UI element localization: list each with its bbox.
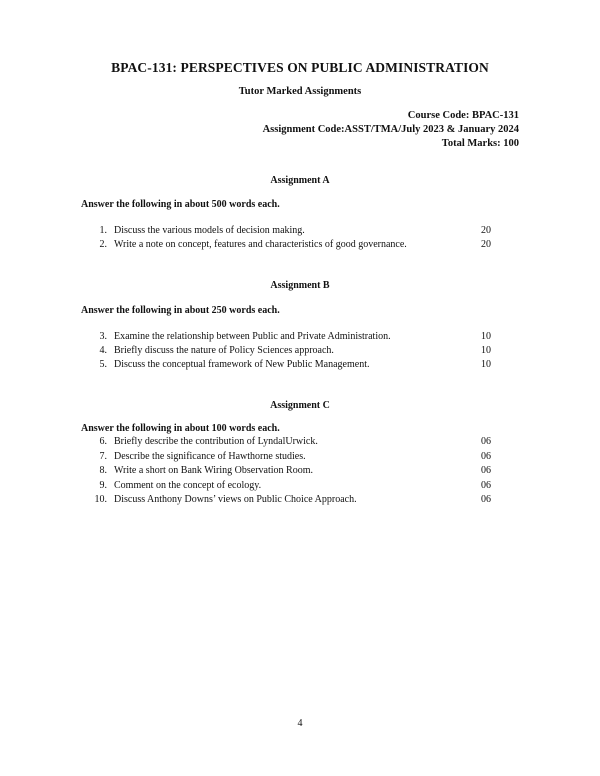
question-row xyxy=(81,359,519,373)
question-row xyxy=(81,436,519,450)
question-text: Briefly describe the contribution of LyndalUrwick. xyxy=(114,436,318,447)
question-number: 1. xyxy=(99,225,107,236)
question-row xyxy=(81,451,519,465)
question-text: Write a short on Bank Wiring Observation Room. xyxy=(114,465,313,476)
question-number: 4. xyxy=(99,345,107,356)
course-code: Course Code: BPAC-131 xyxy=(407,110,519,121)
question-number: 8. xyxy=(99,465,107,476)
question-text: Briefly discuss the nature of Policy Sciences approach. xyxy=(114,345,334,356)
section-heading-assignment-a: Assignment A xyxy=(270,175,330,186)
question-number: 6. xyxy=(99,436,107,447)
section-instruction-c: Answer the following in about 100 words each. xyxy=(81,423,280,434)
question-number: 2. xyxy=(99,239,107,250)
question-text: Discuss the various models of decision making. xyxy=(114,225,305,236)
section-instruction-a: Answer the following in about 500 words each. xyxy=(81,199,280,210)
question-marks: 06 xyxy=(481,465,491,476)
assignment-code: Assignment Code:ASST/TMA/July 2023 & January 2024 xyxy=(262,124,519,135)
question-text: Discuss the conceptual framework of New Public Management. xyxy=(114,359,370,370)
question-row xyxy=(81,480,519,494)
total-marks: Total Marks: 100 xyxy=(441,138,519,149)
question-marks: 10 xyxy=(481,331,491,342)
question-number: 9. xyxy=(99,480,107,491)
question-number: 3. xyxy=(99,331,107,342)
question-text: Write a note on concept, features and characteristics of good governance. xyxy=(114,239,407,250)
page-number: 4 xyxy=(297,718,303,729)
question-row xyxy=(81,331,519,345)
document-subtitle: Tutor Marked Assignments xyxy=(238,86,362,97)
question-marks: 06 xyxy=(481,494,491,505)
question-number: 10. xyxy=(94,494,107,505)
section-heading-assignment-c: Assignment C xyxy=(270,400,330,411)
question-number: 5. xyxy=(99,359,107,370)
question-row xyxy=(81,345,519,359)
question-row xyxy=(81,465,519,479)
question-text: Describe the significance of Hawthorne studies. xyxy=(114,451,306,462)
question-marks: 06 xyxy=(481,480,491,491)
document-title: BPAC-131: PERSPECTIVES ON PUBLIC ADMINISTRATION xyxy=(111,60,489,75)
question-marks: 10 xyxy=(481,359,491,370)
question-text: Examine the relationship between Public and Private Administration. xyxy=(114,331,391,342)
question-marks: 20 xyxy=(481,239,491,250)
question-row xyxy=(81,225,519,239)
section-instruction-b: Answer the following in about 250 words each. xyxy=(81,305,280,316)
question-text: Comment on the concept of ecology. xyxy=(114,480,262,491)
section-heading-assignment-b: Assignment B xyxy=(270,280,330,291)
question-row xyxy=(81,239,519,253)
question-number: 7. xyxy=(99,451,107,462)
question-text: Discuss Anthony Downs’ views on Public Choice Approach. xyxy=(114,494,357,505)
question-marks: 20 xyxy=(481,225,491,236)
question-marks: 06 xyxy=(481,451,491,462)
question-row xyxy=(81,494,519,508)
question-marks: 06 xyxy=(481,436,491,447)
question-marks: 10 xyxy=(481,345,491,356)
